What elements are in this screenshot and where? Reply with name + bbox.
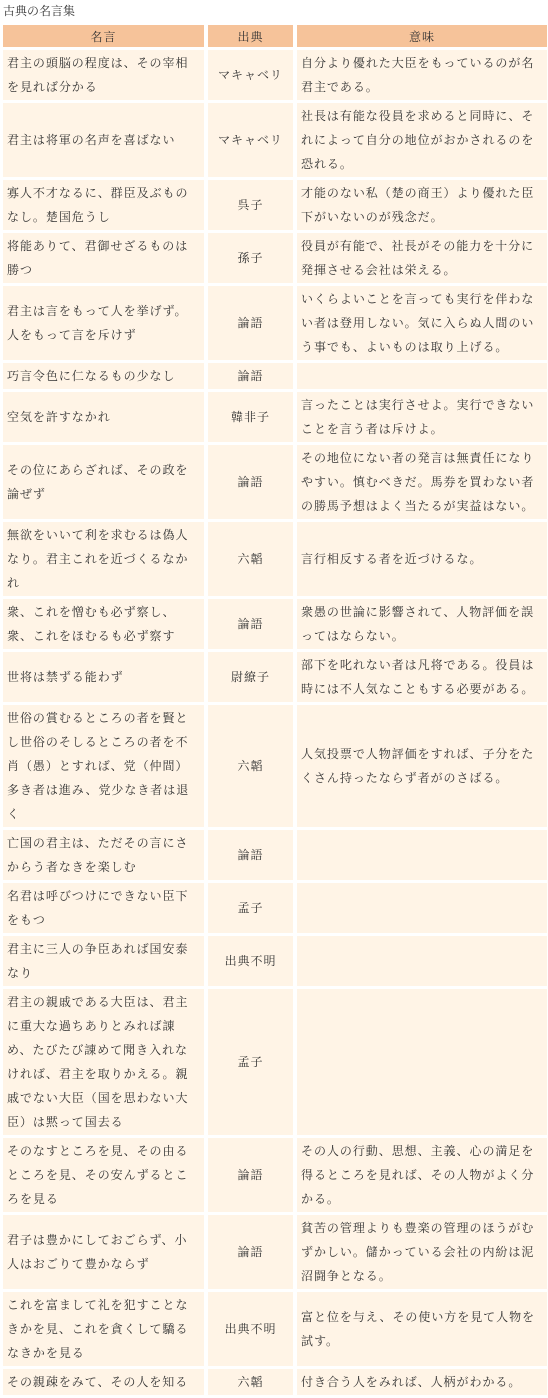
source-cell: 出典不明: [208, 936, 293, 986]
table-row: [3, 705, 547, 827]
table-row: [3, 392, 547, 442]
quote-cell: 名君は呼びつけにできない臣下をもつ: [3, 883, 204, 933]
table-row: [3, 1369, 547, 1395]
source-cell: 論語: [208, 1215, 293, 1289]
source-cell: 論語: [208, 830, 293, 880]
quote-cell: その位にあらざれば、その政を論ぜず: [3, 445, 204, 519]
source-cell: 尉繚子: [208, 652, 293, 702]
meaning-cell: [297, 883, 547, 933]
source-cell: 孟子: [208, 989, 293, 1135]
quote-cell: 世将は禁ずる能わず: [3, 652, 204, 702]
quote-cell: そのなすところを見、その由るところを見、その安んずるところを見る: [3, 1138, 204, 1212]
quote-cell: 将能ありて、君御せざるものは勝つ: [3, 233, 204, 283]
page-title: 古典の名言集: [3, 4, 76, 18]
meaning-cell: 役員が有能で、社長がその能力を十分に発揮させる会社は栄える。: [297, 233, 547, 283]
source-cell: 論語: [208, 286, 293, 360]
table-header-row: [3, 25, 547, 47]
source-cell: マキャベリ: [208, 50, 293, 100]
quote-cell: その親疎をみて、その人を知る: [3, 1369, 204, 1395]
quote-cell: 君主に三人の争臣あれば国安泰なり: [3, 936, 204, 986]
source-cell: 六韜: [208, 1369, 293, 1395]
table-row: [3, 883, 547, 933]
meaning-cell: [297, 989, 547, 1135]
quote-cell: これを富まして礼を犯すことなきかを見、これを貪くして驕るなきかを見る: [3, 1292, 204, 1366]
table-body: [3, 50, 547, 1395]
source-cell: マキャベリ: [208, 103, 293, 177]
quote-cell: 世俗の賞むるところの者を賢とし世俗のそしるところの者を不肖（愚）とすれば、党（仲間）多き者は進み、党少なき者は退く: [3, 705, 204, 827]
quote-cell: 巧言令色に仁なるもの少なし: [3, 363, 204, 389]
meaning-cell: 人気投票で人物評価をすれば、子分をたくさん持ったならず者がのさばる。: [297, 705, 547, 827]
source-cell: 論語: [208, 599, 293, 649]
meaning-cell: その人の行動、思想、主義、心の満足を得るところを見れば、その人物がよく分かる。: [297, 1138, 547, 1212]
meaning-cell: 才能のない私（楚の商王）より優れた臣下がいないのが残念だ。: [297, 180, 547, 230]
quote-cell: 君主は将軍の名声を喜ばない: [3, 103, 204, 177]
source-cell: 論語: [208, 1138, 293, 1212]
quotes-table: [0, 22, 548, 1398]
quote-cell: 無欲をいいて利を求むるは偽人なり。君主これを近づくるなかれ: [3, 522, 204, 596]
source-cell: 六韜: [208, 522, 293, 596]
source-cell: 論語: [208, 363, 293, 389]
table-row: [3, 1215, 547, 1289]
meaning-cell: 社長は有能な役員を求めると同時に、それによって自分の地位がおかされるのを恐れる。: [297, 103, 547, 177]
table-row: [3, 830, 547, 880]
table-row: [3, 1138, 547, 1212]
meaning-cell: [297, 936, 547, 986]
table-row: [3, 50, 547, 100]
table-row: [3, 363, 547, 389]
meaning-cell: [297, 830, 547, 880]
meaning-cell: 富と位を与え、その使い方を見て人物を試す。: [297, 1292, 547, 1366]
meaning-cell: 言ったことは実行させよ。実行できないことを言う者は斥けよ。: [297, 392, 547, 442]
header-source: 出典: [208, 25, 293, 47]
table-row: [3, 1292, 547, 1366]
quote-cell: 亡国の君主は、ただその言にさからう者なきを楽しむ: [3, 830, 204, 880]
source-cell: 韓非子: [208, 392, 293, 442]
quote-cell: 君主の親戚である大臣は、君主に重大な過ちありとみれば諌め、たびたび諌めて聞き入れなければ、君主を取りかえる。親戚でない大臣（国を思わない大臣）は黙って国去る: [3, 989, 204, 1135]
quote-cell: 君主は言をもって人を挙げず。人をもって言を斥けず: [3, 286, 204, 360]
quote-cell: 君主の頭脳の程度は、その宰相を見れば分かる: [3, 50, 204, 100]
table-row: [3, 103, 547, 177]
meaning-cell: 衆愚の世論に影響されて、人物評価を誤ってはならない。: [297, 599, 547, 649]
quote-cell: 衆、これを憎むも必ず察し、衆、これをほむるも必ず察す: [3, 599, 204, 649]
source-cell: 出典不明: [208, 1292, 293, 1366]
source-cell: 論語: [208, 445, 293, 519]
meaning-cell: いくらよいことを言っても実行を伴わない者は登用しない。気に入らぬ人間のいう事でも、よいものは取り上げる。: [297, 286, 547, 360]
meaning-cell: 言行相反する者を近づけるな。: [297, 522, 547, 596]
source-cell: 六韜: [208, 705, 293, 827]
table-row: [3, 445, 547, 519]
quote-cell: 空気を許すなかれ: [3, 392, 204, 442]
quote-cell: 寡人不才なるに、群臣及ぶものなし。楚国危うし: [3, 180, 204, 230]
meaning-cell: 部下を叱れない者は凡将である。役員は時には不人気なこともする必要がある。: [297, 652, 547, 702]
table-row: [3, 989, 547, 1135]
table-row: [3, 180, 547, 230]
header-meaning: 意味: [297, 25, 547, 47]
table-row: [3, 522, 547, 596]
table-row: [3, 286, 547, 360]
meaning-cell: 付き合う人をみれば、人柄がわかる。: [297, 1369, 547, 1395]
quote-cell: 君子は豊かにしておごらず、小人はおごりて豊かならず: [3, 1215, 204, 1289]
source-cell: 孟子: [208, 883, 293, 933]
table-row: [3, 936, 547, 986]
meaning-cell: その地位にない者の発言は無責任になりやすい。慎むべきだ。馬券を買わない者の勝馬予想はよく当たるが実益はない。: [297, 445, 547, 519]
header-quote: 名言: [3, 25, 204, 47]
meaning-cell: 自分より優れた大臣をもっているのが名君主である。: [297, 50, 547, 100]
source-cell: 孫子: [208, 233, 293, 283]
meaning-cell: 貧苦の管理よりも豊楽の管理のほうがむずかしい。儲かっている会社の内紛は泥沼闘争となる。: [297, 1215, 547, 1289]
table-row: [3, 233, 547, 283]
table-row: [3, 652, 547, 702]
table-row: [3, 599, 547, 649]
source-cell: 呉子: [208, 180, 293, 230]
meaning-cell: [297, 363, 547, 389]
